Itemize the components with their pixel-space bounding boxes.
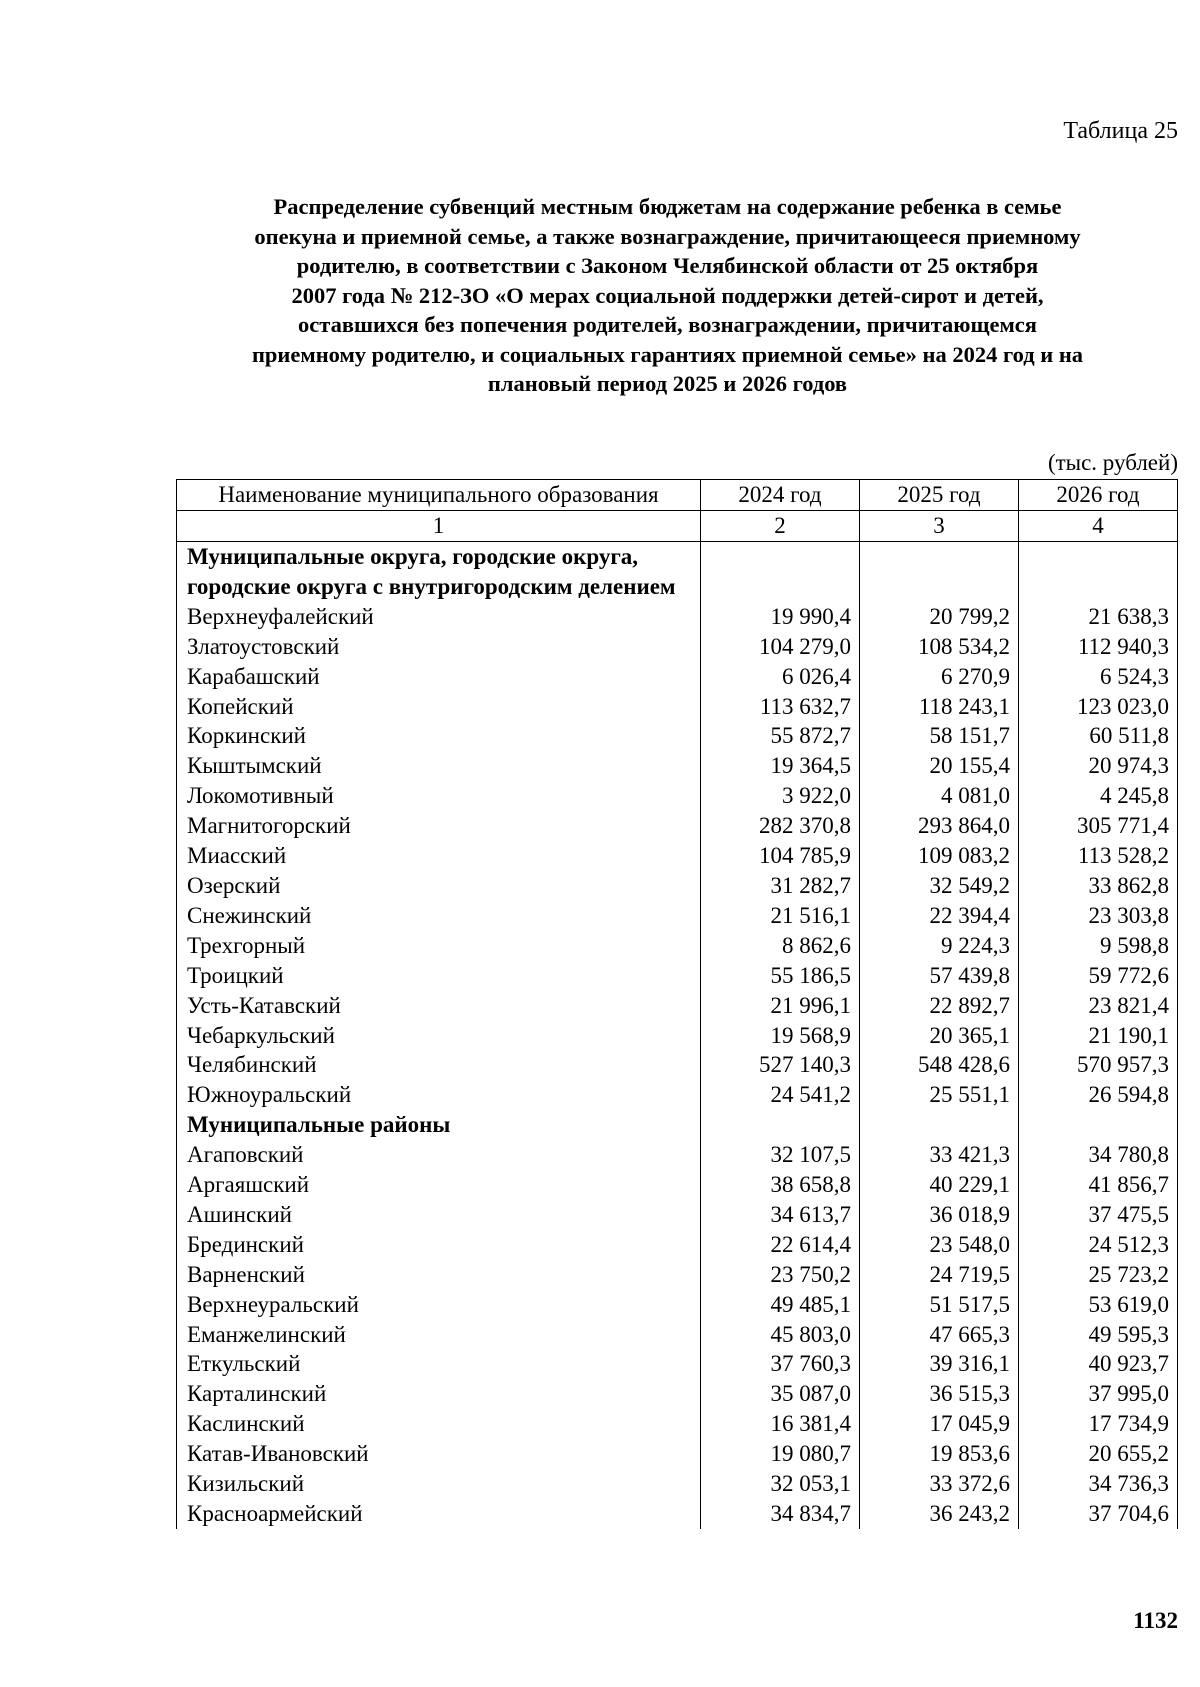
value-2025: 33 421,3 <box>860 1140 1019 1170</box>
value-2024: 21 996,1 <box>701 991 860 1021</box>
header-2026: 2026 год <box>1019 480 1178 511</box>
table-row <box>177 1409 1178 1439</box>
value-2025: 20 365,1 <box>860 1021 1019 1051</box>
value-2024: 55 872,7 <box>701 721 860 751</box>
value-2025: 25 551,1 <box>860 1080 1019 1110</box>
municipality-name: Каслинский <box>177 1409 701 1439</box>
empty-cell <box>1019 1110 1178 1140</box>
empty-cell <box>860 1110 1019 1140</box>
value-2025: 33 372,6 <box>860 1469 1019 1499</box>
table-row <box>177 1260 1178 1290</box>
document-title <box>155 192 1180 399</box>
municipality-name: Брединский <box>177 1230 701 1260</box>
municipality-name: Кизильский <box>177 1469 701 1499</box>
municipality-name: Ашинский <box>177 1200 701 1230</box>
value-2024: 282 370,8 <box>701 811 860 841</box>
table-row <box>177 1499 1178 1529</box>
value-2025: 109 083,2 <box>860 841 1019 871</box>
municipality-name: Верхнеуфалейский <box>177 602 701 632</box>
value-2024: 6 026,4 <box>701 662 860 692</box>
value-2025: 36 243,2 <box>860 1499 1019 1529</box>
municipality-name: Чебаркульский <box>177 1021 701 1051</box>
value-2025: 57 439,8 <box>860 961 1019 991</box>
table-row <box>177 602 1178 632</box>
value-2026: 9 598,8 <box>1019 931 1178 961</box>
value-2026: 59 772,6 <box>1019 961 1178 991</box>
value-2024: 23 750,2 <box>701 1260 860 1290</box>
value-2024: 34 834,7 <box>701 1499 860 1529</box>
value-2026: 37 475,5 <box>1019 1200 1178 1230</box>
value-2026: 20 974,3 <box>1019 751 1178 781</box>
value-2025: 47 665,3 <box>860 1320 1019 1350</box>
value-2025: 32 549,2 <box>860 871 1019 901</box>
value-2026: 34 736,3 <box>1019 1469 1178 1499</box>
municipality-name: Коркинский <box>177 721 701 751</box>
value-2026: 123 023,0 <box>1019 692 1178 722</box>
value-2025: 6 270,9 <box>860 662 1019 692</box>
value-2026: 40 923,7 <box>1019 1349 1178 1379</box>
value-2025: 548 428,6 <box>860 1050 1019 1080</box>
municipality-name: Еткульский <box>177 1349 701 1379</box>
empty-cell <box>860 542 1019 602</box>
title-line: плановый период 2025 и 2026 годов <box>487 371 848 396</box>
value-2024: 34 613,7 <box>701 1200 860 1230</box>
units-label: (тыс. рублей) <box>1047 450 1178 475</box>
value-2025: 24 719,5 <box>860 1260 1019 1290</box>
municipality-name: Магнитогорский <box>177 811 701 841</box>
table-row <box>177 1050 1178 1080</box>
municipality-name: Южноуральский <box>177 1080 701 1110</box>
value-2026: 20 655,2 <box>1019 1439 1178 1469</box>
table-row <box>177 692 1178 722</box>
table-body <box>177 542 1178 1529</box>
municipality-name: Кыштымский <box>177 751 701 781</box>
value-2026: 41 856,7 <box>1019 1170 1178 1200</box>
municipality-name: Троицкий <box>177 961 701 991</box>
value-2026: 37 995,0 <box>1019 1379 1178 1409</box>
value-2024: 19 364,5 <box>701 751 860 781</box>
column-number-row <box>177 511 1178 542</box>
value-2026: 112 940,3 <box>1019 632 1178 662</box>
value-2024: 32 053,1 <box>701 1469 860 1499</box>
title-line: приемному родителю, и социальных гарантиях приемной семье» на 2024 год и на <box>251 341 1084 367</box>
value-2026: 26 594,8 <box>1019 1080 1178 1110</box>
column-number: 1 <box>177 511 701 542</box>
municipality-name: Еманжелинский <box>177 1320 701 1350</box>
municipality-name: Карталинский <box>177 1379 701 1409</box>
table-row <box>177 1320 1178 1350</box>
value-2024: 38 658,8 <box>701 1170 860 1200</box>
subvention-table <box>176 479 1178 1529</box>
header-row <box>177 480 1178 511</box>
value-2024: 45 803,0 <box>701 1320 860 1350</box>
value-2026: 49 595,3 <box>1019 1320 1178 1350</box>
column-number: 4 <box>1019 511 1178 542</box>
table-row <box>177 931 1178 961</box>
value-2025: 108 534,2 <box>860 632 1019 662</box>
value-2026: 53 619,0 <box>1019 1290 1178 1320</box>
group-header-row <box>177 542 1178 602</box>
value-2024: 24 541,2 <box>701 1080 860 1110</box>
value-2026: 60 511,8 <box>1019 721 1178 751</box>
header-municipality: Наименование муниципального образования <box>177 480 701 511</box>
table-row <box>177 1021 1178 1051</box>
value-2024: 19 990,4 <box>701 602 860 632</box>
municipality-name: Красноармейский <box>177 1499 701 1529</box>
municipality-name: Варненский <box>177 1260 701 1290</box>
title-line: родителю, в соответствии с Законом Челябинской области от 25 октября <box>296 253 1039 278</box>
table-row <box>177 961 1178 991</box>
table-row <box>177 1230 1178 1260</box>
value-2026: 570 957,3 <box>1019 1050 1178 1080</box>
value-2026: 34 780,8 <box>1019 1140 1178 1170</box>
value-2024: 19 568,9 <box>701 1021 860 1051</box>
empty-cell <box>1019 542 1178 602</box>
table-row <box>177 1290 1178 1320</box>
municipality-name: Локомотивный <box>177 781 701 811</box>
value-2026: 21 638,3 <box>1019 602 1178 632</box>
table-row <box>177 781 1178 811</box>
table-row <box>177 721 1178 751</box>
table-row <box>177 1080 1178 1110</box>
value-2024: 3 922,0 <box>701 781 860 811</box>
value-2025: 36 515,3 <box>860 1379 1019 1409</box>
table-row <box>177 901 1178 931</box>
title-line: оставшихся без попечения родителей, вознаграждении, причитающемся <box>298 312 1037 337</box>
empty-cell <box>701 542 860 602</box>
value-2024: 19 080,7 <box>701 1439 860 1469</box>
value-2024: 104 279,0 <box>701 632 860 662</box>
value-2026: 17 734,9 <box>1019 1409 1178 1439</box>
table-row <box>177 1140 1178 1170</box>
value-2025: 20 799,2 <box>860 602 1019 632</box>
municipality-name: Озерский <box>177 871 701 901</box>
municipality-name: Златоустовский <box>177 632 701 662</box>
value-2025: 4 081,0 <box>860 781 1019 811</box>
value-2025: 51 517,5 <box>860 1290 1019 1320</box>
value-2025: 22 394,4 <box>860 901 1019 931</box>
table-label: Таблица 25 <box>1063 118 1178 144</box>
value-2026: 21 190,1 <box>1019 1021 1178 1051</box>
municipality-name: Аргаяшский <box>177 1170 701 1200</box>
municipality-name: Верхнеуральский <box>177 1290 701 1320</box>
table-row <box>177 841 1178 871</box>
value-2025: 17 045,9 <box>860 1409 1019 1439</box>
value-2024: 527 140,3 <box>701 1050 860 1080</box>
municipality-name: Катав-Ивановский <box>177 1439 701 1469</box>
value-2026: 23 303,8 <box>1019 901 1178 931</box>
table-row <box>177 751 1178 781</box>
value-2026: 33 862,8 <box>1019 871 1178 901</box>
value-2024: 55 186,5 <box>701 961 860 991</box>
value-2025: 9 224,3 <box>860 931 1019 961</box>
value-2025: 22 892,7 <box>860 991 1019 1021</box>
value-2024: 113 632,7 <box>701 692 860 722</box>
value-2026: 305 771,4 <box>1019 811 1178 841</box>
value-2025: 40 229,1 <box>860 1170 1019 1200</box>
value-2025: 293 864,0 <box>860 811 1019 841</box>
value-2026: 24 512,3 <box>1019 1230 1178 1260</box>
value-2025: 118 243,1 <box>860 692 1019 722</box>
municipality-name: Копейский <box>177 692 701 722</box>
table-row <box>177 632 1178 662</box>
value-2024: 35 087,0 <box>701 1379 860 1409</box>
table-row <box>177 1469 1178 1499</box>
value-2024: 37 760,3 <box>701 1349 860 1379</box>
value-2024: 32 107,5 <box>701 1140 860 1170</box>
column-number: 3 <box>860 511 1019 542</box>
table-row <box>177 991 1178 1021</box>
table-row <box>177 811 1178 841</box>
page-number: 1132 <box>1133 1608 1178 1633</box>
value-2026: 25 723,2 <box>1019 1260 1178 1290</box>
value-2025: 19 853,6 <box>860 1439 1019 1469</box>
table-row <box>177 1439 1178 1469</box>
value-2024: 104 785,9 <box>701 841 860 871</box>
group-header: Муниципальные районы <box>177 1110 701 1140</box>
value-2024: 22 614,4 <box>701 1230 860 1260</box>
value-2025: 20 155,4 <box>860 751 1019 781</box>
value-2026: 4 245,8 <box>1019 781 1178 811</box>
municipality-name: Миасский <box>177 841 701 871</box>
title-line: Распределение субвенций местным бюджетам на содержание ребенка в семье <box>273 194 1062 219</box>
value-2026: 113 528,2 <box>1019 841 1178 871</box>
municipality-name: Усть-Катавский <box>177 991 701 1021</box>
municipality-name: Трехгорный <box>177 931 701 961</box>
table-row <box>177 1379 1178 1409</box>
header-2024: 2024 год <box>701 480 860 511</box>
value-2024: 21 516,1 <box>701 901 860 931</box>
value-2025: 58 151,7 <box>860 721 1019 751</box>
value-2024: 49 485,1 <box>701 1290 860 1320</box>
value-2026: 37 704,6 <box>1019 1499 1178 1529</box>
value-2026: 23 821,4 <box>1019 991 1178 1021</box>
value-2024: 16 381,4 <box>701 1409 860 1439</box>
municipality-name: Снежинский <box>177 901 701 931</box>
table-row <box>177 1349 1178 1379</box>
column-number: 2 <box>701 511 860 542</box>
group-header-row <box>177 1110 1178 1140</box>
title-line: 2007 года № 212-ЗО «О мерах социальной поддержки детей-сирот и детей, <box>291 282 1044 308</box>
table-row <box>177 1170 1178 1200</box>
municipality-name: Челябинский <box>177 1050 701 1080</box>
value-2025: 36 018,9 <box>860 1200 1019 1230</box>
value-2024: 31 282,7 <box>701 871 860 901</box>
table-row <box>177 1200 1178 1230</box>
group-header: Муниципальные округа, городские округа, городские округа с внутригородским делением <box>177 542 701 602</box>
title-line: опекуна и приемной семье, а также вознаграждение, причитающееся приемному <box>254 223 1081 249</box>
value-2024: 8 862,6 <box>701 931 860 961</box>
table-row <box>177 871 1178 901</box>
header-2025: 2025 год <box>860 480 1019 511</box>
municipality-name: Агаповский <box>177 1140 701 1170</box>
value-2025: 23 548,0 <box>860 1230 1019 1260</box>
municipality-name: Карабашский <box>177 662 701 692</box>
value-2026: 6 524,3 <box>1019 662 1178 692</box>
empty-cell <box>701 1110 860 1140</box>
table-row <box>177 662 1178 692</box>
value-2025: 39 316,1 <box>860 1349 1019 1379</box>
